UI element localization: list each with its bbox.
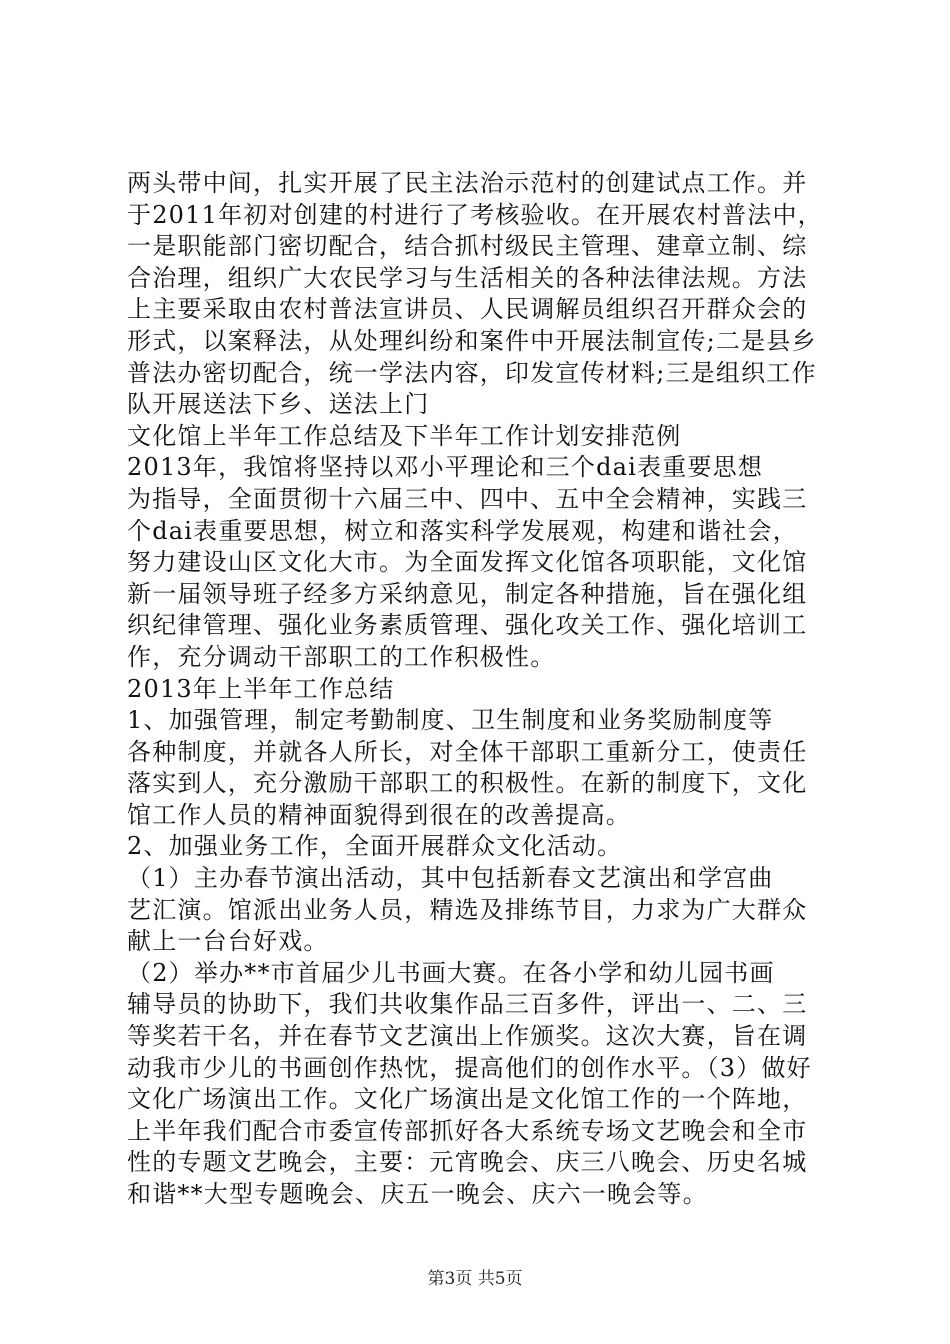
text-line: 为指导，全面贯彻十六届三中、四中、五中全会精神，实践三 [127,484,808,513]
text-line: 上半年我们配合市委宣传部抓好各大系统专场文艺晚会和全市 [127,1116,808,1145]
text-line: 各种制度，并就各人所长，对全体干部职工重新分工，使责任 [127,737,808,766]
text-line: 一是职能部门密切配合，结合抓村级民主管理、建章立制、综 [127,232,808,261]
text-line: 织纪律管理、强化业务素质管理、强化攻关工作、强化培训工 [127,611,808,640]
text-line: 献上一台台好戏。 [127,927,329,956]
text-line: 动我市少儿的书画创作热忱，提高他们的创作水平。（3）做好 [127,1053,812,1082]
text-line: （1）主办春节演出活动，其中包括新春文艺演出和学宫曲 [127,864,774,893]
text-line: 和谐**大型专题晚会、庆五一晚会、庆六一晚会等。 [127,1180,708,1208]
text-line: 落实到人，充分激励干部职工的积极性。在新的制度下，文化 [127,769,808,798]
text-line: 性的专题文艺晚会，主要：元宵晚会、庆三八晚会、历史名城 [127,1148,808,1177]
text-line: 于2011年初对创建的村进行了考核验收。在开展农村普法中， [127,200,823,229]
text-line: 两头带中间，扎实开展了民主法治示范村的创建试点工作。并 [127,169,808,197]
section-title: 文化馆上半年工作总结及下半年工作计划安排范例 [127,421,682,450]
text-line: 队开展送法下乡、送法上门 [127,390,430,419]
page-number-footer: 第3页 共5页 [427,1269,523,1289]
text-line: 2013年，我馆将坚持以邓小平理论和三个dai表重要思想 [127,453,764,482]
text-line: 新一届领导班子经多方采纳意见，制定各种措施，旨在强化组 [127,579,808,608]
document-body [127,168,825,1211]
subsection-title: 2013年上半年工作总结 [127,674,395,703]
text-line: 文化广场演出工作。文化广场演出是文化馆工作的一个阵地， [127,1085,808,1114]
text-line: 1、加强管理，制定考勤制度、卫生制度和业务奖励制度等 [127,706,774,735]
text-line: 馆工作人员的精神面貌得到很在的改善提高。 [127,800,631,829]
text-line: 艺汇演。馆派出业务人员，精选及排练节目，力求为广大群众 [127,895,808,924]
text-line: 等奖若干名，并在春节文艺演出上作颁奖。这次大赛，旨在调 [127,1022,808,1051]
text-line: 作，充分调动干部职工的工作积极性。 [127,642,556,671]
text-line: 个dai表重要思想，树立和落实科学发展观，构建和谐社会， [127,516,798,545]
text-line: 形式，以案释法，从处理纠纷和案件中开展法制宣传;二是县乡 [127,326,817,355]
text-line: 辅导员的协助下，我们共收集作品三百多件，评出一、二、三 [127,990,808,1019]
text-line: 2、加强业务工作，全面开展群众文化活动。 [127,832,623,861]
text-line: 合治理，组织广大农民学习与生活相关的各种法律法规。方法 [127,263,808,292]
text-line: 普法办密切配合，统一学法内容，印发宣传材料;三是组织工作 [127,358,817,387]
text-line: 上主要采取由农村普法宣讲员、人民调解员组织召开群众会的 [127,295,808,324]
text-line: （2）举办**市首届少儿书画大赛。在各小学和幼儿园书画 [127,958,775,987]
text-line: 努力建设山区文化大市。为全面发挥文化馆各项职能，文化馆 [127,548,808,577]
